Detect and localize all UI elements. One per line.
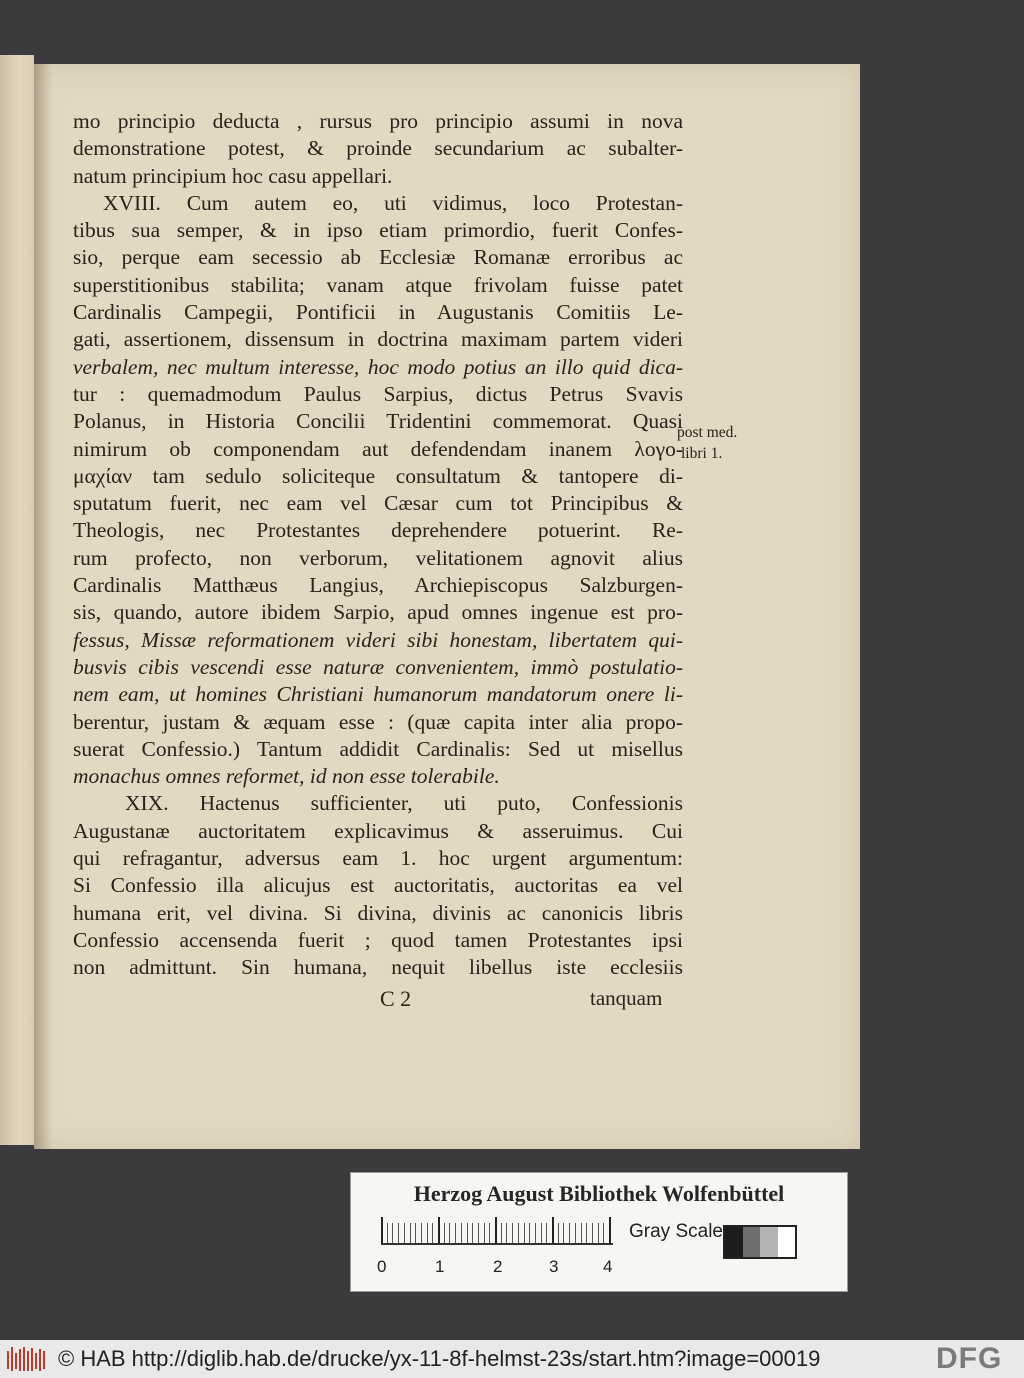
catchword: tanquam xyxy=(590,986,663,1010)
text-line: Confessio accensenda fuerit ; quod tamen Protestantes ipsi xyxy=(73,927,683,952)
text-line: gati, assertionem, dissensum in doctrina maximam partem videri xyxy=(73,327,683,352)
previous-page-edge xyxy=(0,55,34,1145)
text-line: Theologis, nec Protestantes deprehendere potuerint. Re- xyxy=(73,518,683,543)
text-line: μαχίαν tam sedulo soliciteque consultatum & tantopere di- xyxy=(73,463,683,488)
ruler-tick xyxy=(586,1223,587,1243)
text-line: Cardinalis Campegii, Pontificii in Augustanis Comitiis Le- xyxy=(73,300,683,325)
marginal-note-line: post med. xyxy=(677,424,738,441)
text-line: mo principio deducta , rursus pro principio assumi in nova xyxy=(73,109,683,133)
ruler-scale xyxy=(381,1217,621,1249)
text-line: rum profecto, non verborum, velitationem agnovit alius xyxy=(73,545,683,570)
ruler-baseline xyxy=(381,1243,613,1245)
text-line: natum principium hoc casu appellari. xyxy=(73,163,393,188)
gray-step xyxy=(760,1227,778,1257)
ruler-tick xyxy=(444,1223,445,1243)
ruler-tick xyxy=(592,1223,593,1243)
text-line: Polanus, in Historia Concilii Tridentini commemorat. Quasi xyxy=(73,409,683,434)
gray-scale-swatch xyxy=(723,1225,797,1259)
text-line: Si Confessio illa alicujus est auctoritatis, auctoritas ea vel xyxy=(73,873,683,898)
text-line: Augustanæ auctoritatem explicavimus & asseruimus. Cui xyxy=(73,818,683,843)
library-label-card xyxy=(350,1172,848,1292)
text-line: sis, quando, autore ibidem Sarpio, apud omnes ingenue est pro- xyxy=(73,600,683,625)
ruler-tick xyxy=(495,1217,497,1243)
ruler-tick xyxy=(398,1223,399,1243)
text-line: monachus omnes reformet, id non esse tolerabile. xyxy=(73,764,500,789)
ruler-tick xyxy=(598,1223,599,1243)
ruler-tick xyxy=(392,1223,393,1243)
text-line: suerat Confessio.) Tantum addidit Cardinalis: Sed ut misellus xyxy=(73,736,683,761)
dfg-logo: DFG xyxy=(936,1342,1003,1375)
ruler-number: 3 xyxy=(549,1257,559,1276)
ruler-tick xyxy=(478,1223,479,1243)
text-line: fessus, Missæ reformationem videri sibi honestam, libertatem qui- xyxy=(73,627,683,652)
ruler-tick xyxy=(415,1223,416,1243)
ruler-tick xyxy=(387,1223,388,1243)
page-text xyxy=(73,108,683,982)
ruler-tick xyxy=(455,1223,456,1243)
ruler-tick xyxy=(427,1223,428,1243)
ruler-tick xyxy=(432,1223,433,1243)
ruler-tick xyxy=(381,1217,383,1243)
ruler-tick xyxy=(546,1223,547,1243)
ruler-tick xyxy=(512,1223,513,1243)
text-line: Cardinalis Matthæus Langius, Archiepiscopus Salzburgen- xyxy=(73,573,683,598)
ruler-number: 4 xyxy=(603,1257,613,1276)
ruler-tick xyxy=(484,1223,485,1243)
ruler-tick xyxy=(609,1217,611,1243)
ruler-tick xyxy=(501,1223,502,1243)
ruler-tick xyxy=(569,1223,570,1243)
gray-step xyxy=(725,1227,743,1257)
text-line: qui refragantur, adversus eam 1. hoc urgent argumentum: xyxy=(73,846,683,871)
ruler-tick xyxy=(506,1223,507,1243)
ruler-tick xyxy=(552,1217,554,1243)
text-line: demonstratione potest, & proinde secundarium ac subalter- xyxy=(73,136,683,161)
ruler-tick xyxy=(603,1223,604,1243)
text-line: berentur, justam & æquam esse : (quæ capita inter alia propo- xyxy=(73,709,683,734)
text-line: tibus sua semper, & in ipso etiam primordio, fuerit Confes- xyxy=(73,218,683,243)
footer-url[interactable]: © HAB http://diglib.hab.de/drucke/yx-11-8f-helmst-23s/start.htm?image=00019 xyxy=(58,1346,821,1371)
ruler-tick xyxy=(404,1223,405,1243)
ruler-tick xyxy=(518,1223,519,1243)
ruler-tick xyxy=(563,1223,564,1243)
text-line: sio, perque eam secessio ab Ecclesiæ Romanæ erroribus ac xyxy=(73,245,683,270)
text-line: humana erit, vel divina. Si divina, divinis ac canonicis libris xyxy=(73,900,683,925)
ruler-number: 1 xyxy=(435,1257,445,1276)
ruler-tick xyxy=(581,1223,582,1243)
text-line: tur : quemadmodum Paulus Sarpius, dictus Petrus Svavis xyxy=(73,381,683,406)
marginal-note-line: libri 1. xyxy=(681,445,723,462)
gray-step xyxy=(778,1227,796,1257)
library-name: Herzog August Bibliothek Wolfenbüttel xyxy=(413,1181,785,1206)
text-line: non admittunt. Sin humana, nequit libellus iste ecclesiis xyxy=(73,955,683,980)
text-line: busvis cibis vescendi esse naturæ convenientem, immò postulatio- xyxy=(73,654,683,679)
gray-scale-label: Gray Scale xyxy=(629,1221,723,1242)
ruler-tick xyxy=(558,1223,559,1243)
ruler-tick xyxy=(467,1223,468,1243)
ruler-tick xyxy=(421,1223,422,1243)
text-line: nem eam, ut homines Christiani humanorum mandatorum onere li- xyxy=(73,682,683,707)
text-line: sputatum fuerit, nec eam vel Cæsar cum tot Principibus & xyxy=(73,491,683,516)
marginal-note xyxy=(677,422,737,464)
text-line: verbalem, nec multum interesse, hoc modo potius an illo quid dica- xyxy=(73,354,683,379)
ruler-number: 2 xyxy=(493,1257,503,1276)
ruler-tick xyxy=(438,1217,440,1243)
ruler-tick xyxy=(449,1223,450,1243)
text-line: superstitionibus stabilita; vanam atque frivolam fuisse patet xyxy=(73,272,683,297)
gray-step xyxy=(743,1227,761,1257)
ruler-tick xyxy=(461,1223,462,1243)
ruler-tick xyxy=(489,1223,490,1243)
ruler-number: 0 xyxy=(377,1257,387,1276)
ruler-tick xyxy=(472,1223,473,1243)
ruler-tick xyxy=(524,1223,525,1243)
text-line: XIX. Hactenus sufficienter, uti puto, Confessionis xyxy=(125,791,683,816)
spine-shadow xyxy=(34,64,52,1149)
ruler-tick xyxy=(410,1223,411,1243)
ruler-tick xyxy=(529,1223,530,1243)
ruler-tick xyxy=(541,1223,542,1243)
hab-logo-icon xyxy=(6,1345,46,1373)
footer-bar xyxy=(0,1340,1024,1378)
text-line: nimirum ob componendam aut defendendam inanem λογο- xyxy=(73,436,683,461)
ruler-tick xyxy=(535,1223,536,1243)
text-line: XVIII. Cum autem eo, uti vidimus, loco Protestan- xyxy=(103,190,683,215)
signature-mark: C 2 xyxy=(380,986,412,1011)
ruler-tick xyxy=(575,1223,576,1243)
